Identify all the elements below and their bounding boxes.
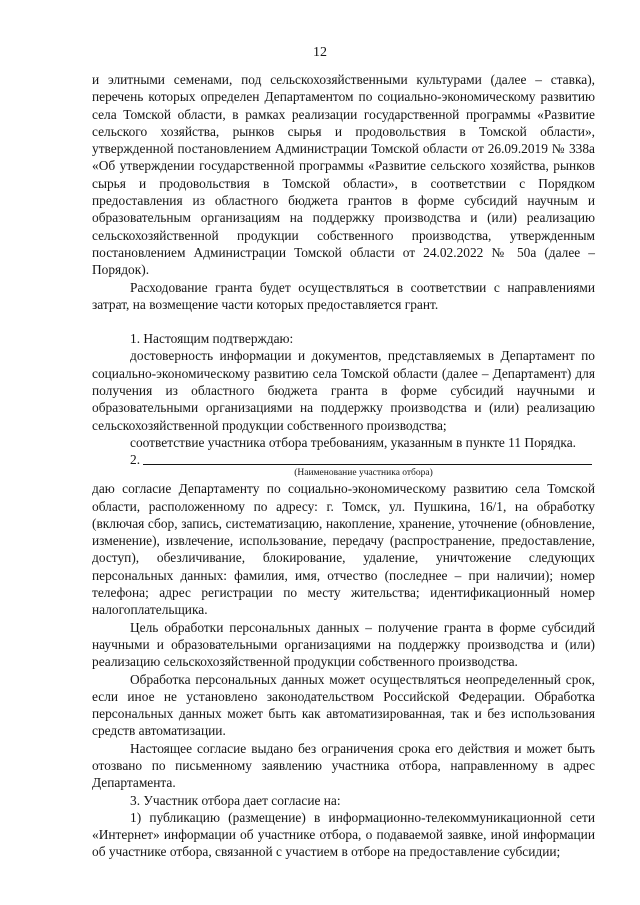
page-number: 12 bbox=[313, 45, 327, 60]
paragraph-intro-continuation: и элитными семенами, под сельскохозяйственными культурами (далее – ставка), перечень которых определен Департаментом по социально-экономическому развитию села Томской области, в рамках реализации государственной программы «Развитие сельского хозяйства, рынков сырья и продовольствия в Томской области», утвержденной постановлением Администрации Томской области от 26.09.2019 № 338а «Об утверждении государственной программы «Развитие сельского хозяйства, рынков сырья и продовольствия в Томской области», в соответствии с Порядком предоставления из областного бюджета грантов в форме субсидий научным и образовательным организациям на поддержку производства и (или) реализацию сельскохозяйственной продукции собственного производства, утвержденным постановлением Администрации Томской области от 24.02.2022 № 50а (далее – Порядок). bbox=[92, 72, 595, 278]
paragraph-processing-purpose: Цель обработки персональных данных – получение гранта в форме субсидий научными и образовательными организациями на поддержку производства и (или) реализацию сельскохозяйственной продукции собственного производства. bbox=[92, 619, 595, 670]
paragraph-grant-spending: Расходование гранта будет осуществляться в соответствии с направлениями затрат, на возмещение части которых предоставляется грант. bbox=[92, 279, 595, 312]
paragraph-publication-consent: 1) публикацию (размещение) в информационно-телекоммуникационной сети «Интернет» информации об участнике отбора, о подаваемой заявке, иной информации об участнике отбора, связанной с участием в отборе на предоставление субсидии; bbox=[92, 809, 595, 860]
paragraph-personal-data-consent: даю согласие Департаменту по социально-экономическому развитию села Томской области, расположенному по адресу: г. Томск, ул. Пушкина, 16/1, на обработку (включая сбор, запись, систематизацию, накопление, хранение, уточнение (обновление, изменение), извлечение, использование, передачу (распространение, предоставление, доступ), обезличивание, блокирование, удаление, уничтожение следующих персональных данных: фамилия, имя, отчество (последнее – при наличии); номер телефона; адрес регистрации по месту жительства; идентификационный номер налогоплательщика. bbox=[92, 481, 595, 618]
paragraph-section-3-heading: 3. Участник отбора дает согласие на: bbox=[130, 792, 341, 808]
paragraph-reliability-confirmation: достоверность информации и документов, представляемых в Департамент по социально-экономическому развитию села Томской области (далее – Департамент) для получения из областного бюджета гранта в форме субсидий научными и образовательными организациями на поддержку производства и (или) реализацию сельскохозяйственной продукции собственного производства; bbox=[92, 348, 595, 433]
paragraph-consent-validity: Настоящее согласие выдано без ограничения срока его действия и может быть отозвано по письменному заявлению участника отбора, направленному в адрес Департамента. bbox=[92, 740, 595, 791]
paragraph-section-1-heading: 1. Настоящим подтверждаю: bbox=[130, 331, 294, 347]
paragraph-requirements-compliance: соответствие участника отбора требованиям, указанным в пункте 11 Порядка. bbox=[130, 434, 577, 450]
paragraph-processing-term: Обработка персональных данных может осуществляться неопределенный срок, если иное не установлено законодательством Российской Федерации. Обработка персональных данных может быть как автоматизированная, так и без использования средств автоматизации. bbox=[92, 671, 595, 739]
document-body bbox=[92, 71, 595, 861]
section-2-number: 2. bbox=[130, 451, 141, 467]
participant-name-blank bbox=[143, 463, 592, 465]
participant-name-line bbox=[92, 451, 595, 468]
participant-name-caption: (Наименование участника отбора) bbox=[294, 468, 433, 479]
